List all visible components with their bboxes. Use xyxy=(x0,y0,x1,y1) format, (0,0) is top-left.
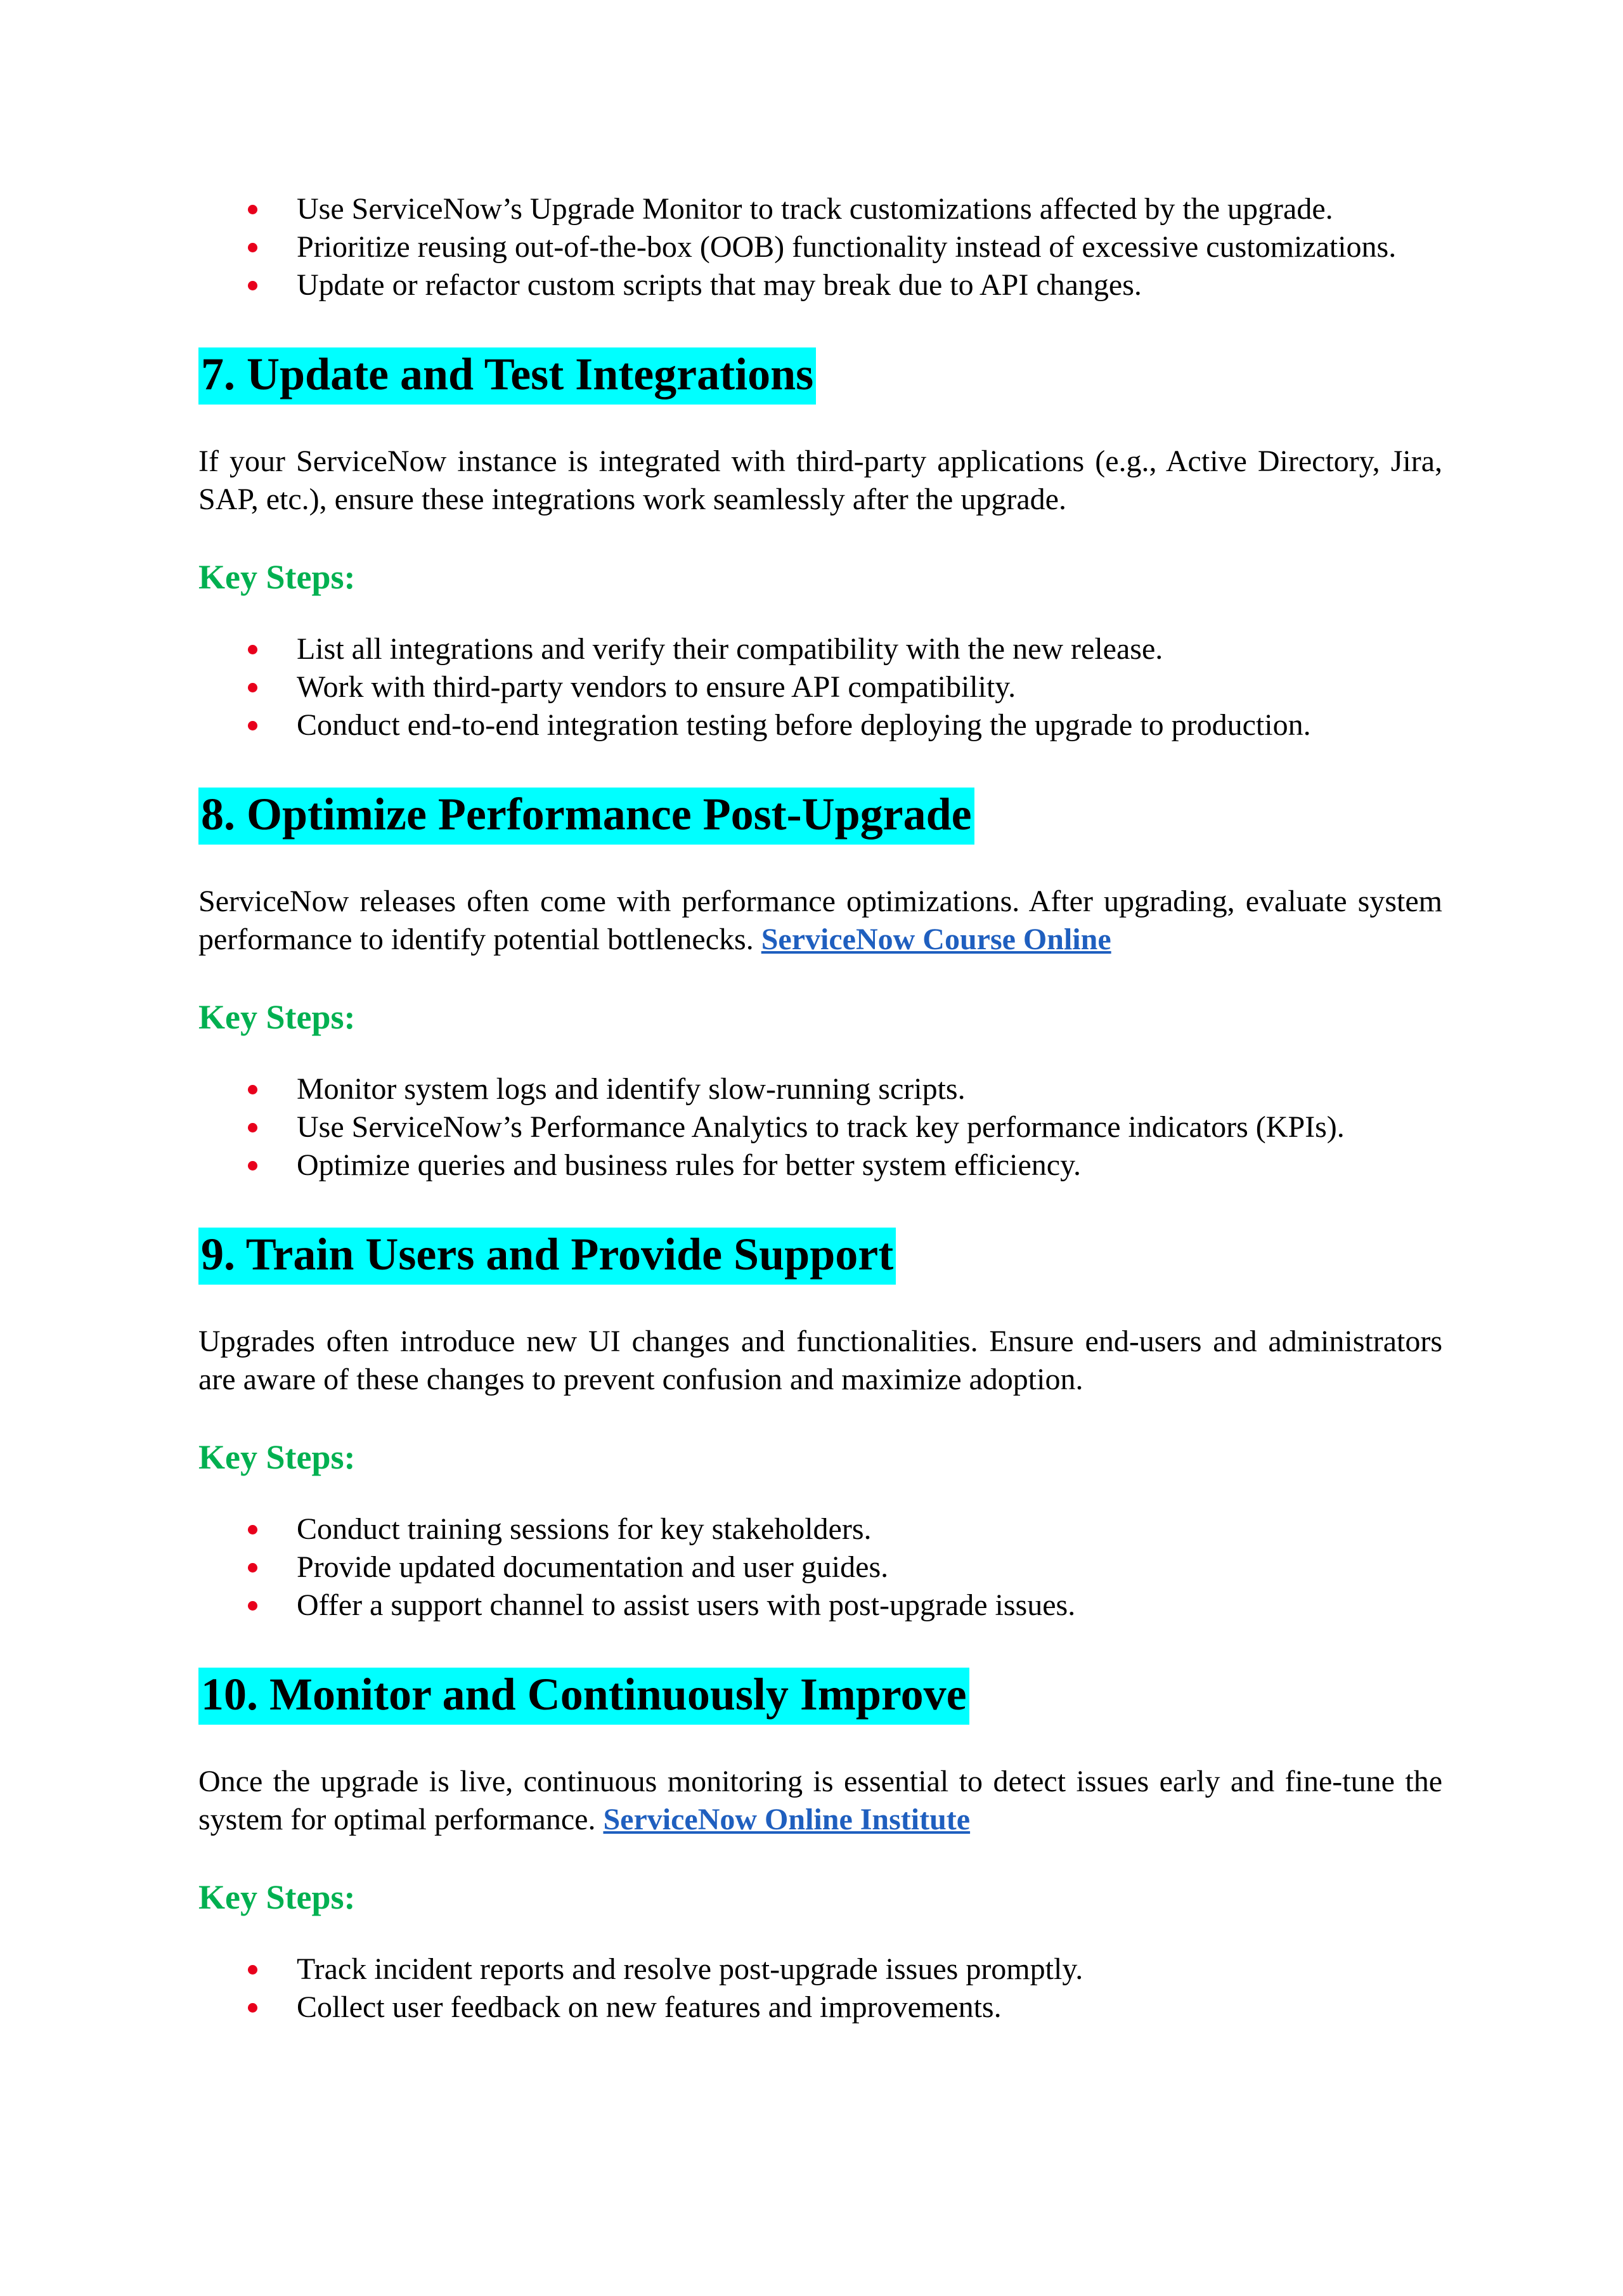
list-item-text: Prioritize reusing out-of-the-box (OOB) functionality instead of excessive customizations. xyxy=(297,230,1397,264)
list-item xyxy=(198,1070,1442,1108)
servicenow-online-institute-link[interactable]: ServiceNow Online Institute xyxy=(603,1803,971,1836)
bullet-icon xyxy=(248,1123,257,1132)
list-item-text: List all integrations and verify their compatibility with the new release. xyxy=(297,632,1163,666)
list-item xyxy=(198,266,1442,304)
steps-list xyxy=(198,1950,1442,2027)
key-steps-label: Key Steps: xyxy=(198,558,356,596)
key-steps-label: Key Steps: xyxy=(198,1438,356,1476)
steps-list xyxy=(198,1070,1442,1184)
bullet-icon xyxy=(248,1161,257,1171)
bullet-icon xyxy=(248,683,257,692)
section-heading: 8. Optimize Performance Post-Upgrade xyxy=(198,788,974,845)
list-item-text: Track incident reports and resolve post-upgrade issues promptly. xyxy=(297,1952,1083,1986)
bullet-icon xyxy=(248,645,257,654)
list-item-text: Offer a support channel to assist users with post-upgrade issues. xyxy=(297,1588,1076,1622)
bullet-icon xyxy=(248,205,257,214)
list-item-text: Use ServiceNow’s Performance Analytics to track key performance indicators (KPIs). xyxy=(297,1110,1345,1144)
section-update-integrations xyxy=(198,347,1442,788)
bullet-icon xyxy=(248,2003,257,2013)
bullet-icon xyxy=(248,1601,257,1611)
list-item-text: Update or refactor custom scripts that may break due to API changes. xyxy=(297,268,1142,302)
list-item-text: Collect user feedback on new features and improvements. xyxy=(297,1990,1002,2024)
bullet-icon xyxy=(248,1563,257,1573)
section-heading: 9. Train Users and Provide Support xyxy=(198,1228,896,1285)
list-item xyxy=(198,1146,1442,1184)
list-item xyxy=(198,1108,1442,1146)
top-bullet-list xyxy=(198,190,1442,304)
list-item xyxy=(198,630,1442,668)
list-item xyxy=(198,190,1442,228)
steps-list xyxy=(198,630,1442,744)
list-item xyxy=(198,1988,1442,2027)
section-paragraph xyxy=(198,1323,1442,1399)
bullet-icon xyxy=(248,281,257,290)
list-item xyxy=(198,228,1442,266)
list-item xyxy=(198,1950,1442,1988)
section-heading: 10. Monitor and Continuously Improve xyxy=(198,1668,969,1725)
section-paragraph xyxy=(198,443,1442,519)
key-steps-label: Key Steps: xyxy=(198,1878,356,1916)
paragraph-text: Once the upgrade is live, continuous monitoring is essential to detect issues early and fine-tune the system for optimal performance. xyxy=(198,1765,1442,1836)
list-item-text: Provide updated documentation and user guides. xyxy=(297,1550,889,1584)
bullet-icon xyxy=(248,721,257,730)
list-item-text: Conduct end-to-end integration testing before deploying the upgrade to production. xyxy=(297,708,1311,742)
list-item xyxy=(198,1586,1442,1625)
list-item xyxy=(198,668,1442,706)
list-item-text: Conduct training sessions for key stakeholders. xyxy=(297,1512,872,1546)
list-item xyxy=(198,706,1442,744)
list-item-text: Use ServiceNow’s Upgrade Monitor to track customizations affected by the upgrade. xyxy=(297,192,1333,226)
paragraph-text: If your ServiceNow instance is integrated with third-party applications (e.g., Active Directory, Jira, SAP, etc.), ensure these integrations work seamlessly after the upgrade. xyxy=(198,444,1442,516)
paragraph-text: Upgrades often introduce new UI changes and functionalities. Ensure end-users and administrators are aware of these changes to prevent confusion and maximize adoption. xyxy=(198,1325,1442,1396)
key-steps-label: Key Steps: xyxy=(198,998,356,1036)
section-heading: 7. Update and Test Integrations xyxy=(198,347,816,405)
list-item-text: Monitor system logs and identify slow-running scripts. xyxy=(297,1072,966,1106)
list-item xyxy=(198,1510,1442,1548)
paragraph-text: ServiceNow releases often come with performance optimizations. After upgrading, evaluate system performance to identify potential bottlenecks. xyxy=(198,885,1442,956)
document-page xyxy=(198,190,1442,2027)
steps-list xyxy=(198,1510,1442,1625)
list-item xyxy=(198,1548,1442,1586)
section-monitor-improve xyxy=(198,1668,1442,2027)
section-paragraph xyxy=(198,1763,1442,1839)
list-item-text: Work with third-party vendors to ensure API compatibility. xyxy=(297,670,1016,704)
list-item-text: Optimize queries and business rules for better system efficiency. xyxy=(297,1148,1081,1182)
bullet-icon xyxy=(248,1965,257,1975)
bullet-icon xyxy=(248,1525,257,1534)
section-paragraph xyxy=(198,883,1442,959)
bullet-icon xyxy=(248,1085,257,1094)
servicenow-course-online-link[interactable]: ServiceNow Course Online xyxy=(761,923,1111,956)
section-optimize-performance xyxy=(198,788,1442,1228)
bullet-icon xyxy=(248,243,257,252)
section-train-users xyxy=(198,1228,1442,1668)
